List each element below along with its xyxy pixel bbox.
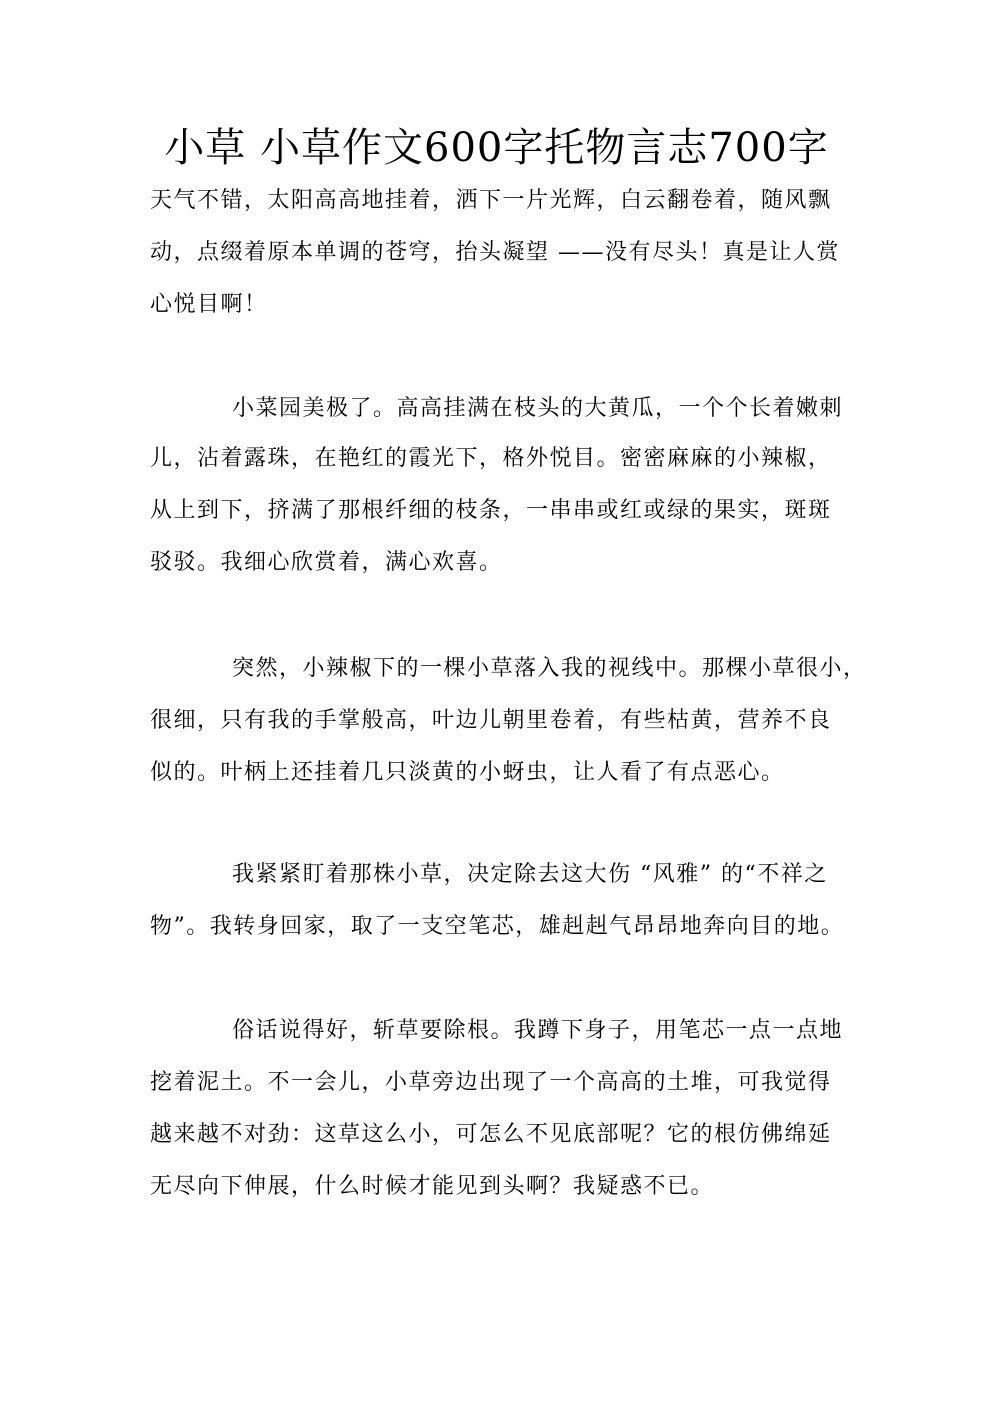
paragraph-3-line-2: 很细，只有我的手掌般高，叶边儿朝里卷着，有些枯黄，营养不良 [150,708,832,733]
paragraph-2-line-2: 儿，沾着露珠，在艳红的霞光下，格外悦目。密密麻麻的小辣椒， [150,446,832,471]
paragraph-4-line-1: 我紧紧盯着那株小草，决定除去这大伤 “风雅” 的“不祥之 [232,862,828,887]
document-title: 小草 小草作文600字托物言志700字 [164,125,829,171]
paragraph-5-line-1: 俗话说得好，斩草要除根。我蹲下身子，用笔芯一点一点地 [232,1018,844,1043]
paragraph-2-line-3: 从上到下，挤满了那根纤细的枝条，一串串或红或绿的果实，斑斑 [150,498,832,523]
paragraph-5-line-3: 越来越不对劲：这草这么小，可怎么不见底部呢？它的根仿佛绵延 [150,1122,832,1147]
paragraph-2-line-4: 驳驳。我细心欣赏着，满心欢喜。 [150,550,503,575]
paragraph-5-line-2: 挖着泥土。不一会儿，小草旁边出现了一个高高的土堆，可我觉得 [150,1070,832,1095]
paragraph-1-line-2: 动，点缀着原本单调的苍穹，抬头凝望 ——没有尽头！真是让人赏 [150,240,840,265]
paragraph-4-line-2: 物”。我转身回家，取了一支空笔芯，雄赳赳气昂昂地奔向目的地。 [150,914,845,939]
paragraph-1-line-1: 天气不错，太阳高高地挂着，洒下一片光辉，白云翻卷着，随风飘 [150,188,832,213]
paragraph-5-line-4: 无尽向下伸展，什么时候才能见到头啊？我疑惑不已。 [150,1174,715,1199]
paragraph-3-line-3: 似的。叶柄上还挂着几只淡黄的小蚜虫，让人看了有点恶心。 [150,760,785,785]
paragraph-3-line-1: 突然，小辣椒下的一棵小草落入我的视线中。那棵小草很小， [232,656,867,681]
paragraph-2-line-1: 小菜园美极了。高高挂满在枝头的大黄瓜，一个个长着嫩刺 [232,396,844,421]
paragraph-1-line-3: 心悦目啊！ [150,292,268,317]
